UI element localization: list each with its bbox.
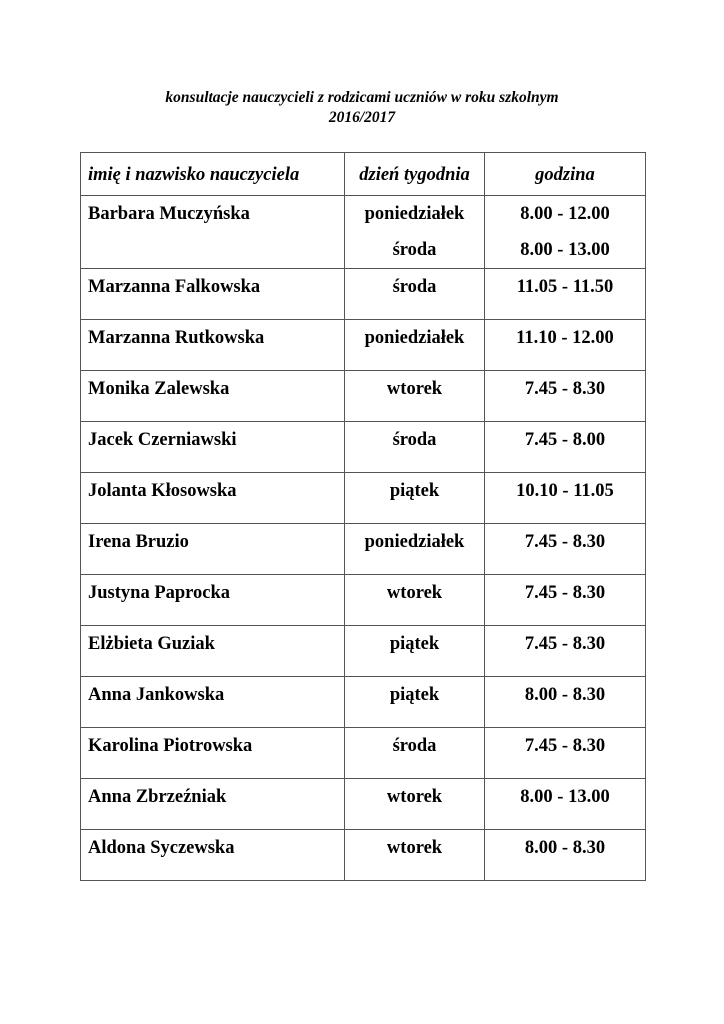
document-title-line-1: konsultacje nauczycieli z rodzicami uczniów w roku szkolnym xyxy=(165,89,559,106)
teacher-name-cell xyxy=(81,779,345,830)
hours: 7.45 - 8.30 xyxy=(524,736,606,756)
teacher-name-cell xyxy=(81,320,345,371)
teacher-name: Anna Jankowska xyxy=(88,685,225,705)
hours-cell xyxy=(485,371,646,422)
hours: 8.00 - 8.30 xyxy=(524,838,606,858)
hours: 11.05 - 11.50 xyxy=(516,277,614,297)
hours: 7.45 - 8.00 xyxy=(524,430,606,450)
table-row xyxy=(81,371,646,422)
weekday: piątek xyxy=(389,481,440,501)
hours: 7.45 - 8.30 xyxy=(524,379,606,399)
weekday: środa xyxy=(392,736,437,756)
teacher-name: Jacek Czerniawski xyxy=(88,430,237,450)
teacher-name-cell xyxy=(81,473,345,524)
teacher-name-cell xyxy=(81,422,345,473)
weekday: poniedziałek xyxy=(364,204,465,224)
teacher-name-cell xyxy=(81,830,345,881)
weekday-cell xyxy=(345,196,485,269)
weekday-cell xyxy=(345,371,485,422)
weekday: piątek xyxy=(389,634,440,654)
hours-cell xyxy=(485,196,646,269)
header-hours: godzina xyxy=(485,153,646,196)
weekday: piątek xyxy=(389,685,440,705)
weekday-cell xyxy=(345,524,485,575)
teacher-name: Karolina Piotrowska xyxy=(88,736,253,756)
hours: 7.45 - 8.30 xyxy=(524,583,606,603)
table-row xyxy=(81,728,646,779)
hours: 7.45 - 8.30 xyxy=(524,634,606,654)
weekday: środa xyxy=(392,430,437,450)
hours-cell xyxy=(485,269,646,320)
weekday: wtorek xyxy=(386,787,443,807)
hours: 10.10 - 11.05 xyxy=(516,481,614,501)
weekday: środa xyxy=(392,240,437,260)
hours-cell xyxy=(485,779,646,830)
table-row xyxy=(81,422,646,473)
hours-cell xyxy=(485,575,646,626)
weekday-cell xyxy=(345,320,485,371)
hours-cell xyxy=(485,626,646,677)
weekday: wtorek xyxy=(386,583,443,603)
table-row xyxy=(81,575,646,626)
weekday-cell xyxy=(345,677,485,728)
document-title-line-2: 2016/2017 xyxy=(328,109,396,126)
consultation-schedule-table xyxy=(80,152,646,881)
teacher-name: Monika Zalewska xyxy=(88,379,230,399)
hours-cell xyxy=(485,422,646,473)
hours: 8.00 - 13.00 xyxy=(520,787,610,807)
teacher-name: Marzanna Falkowska xyxy=(88,277,261,297)
teacher-name: Justyna Paprocka xyxy=(88,583,231,603)
weekday-cell xyxy=(345,422,485,473)
hours: 8.00 - 13.00 xyxy=(520,240,610,260)
weekday: środa xyxy=(392,277,437,297)
teacher-name: Irena Bruzio xyxy=(88,532,189,552)
hours: 7.45 - 8.30 xyxy=(524,532,606,552)
teacher-name: Marzanna Rutkowska xyxy=(88,328,265,348)
teacher-name-cell xyxy=(81,677,345,728)
hours: 8.00 - 8.30 xyxy=(524,685,606,705)
table-row xyxy=(81,269,646,320)
table-row xyxy=(81,779,646,830)
teacher-name-cell xyxy=(81,575,345,626)
table-row xyxy=(81,196,646,269)
hours: 11.10 - 12.00 xyxy=(516,328,614,348)
table-row xyxy=(81,320,646,371)
table-header-row xyxy=(81,153,646,196)
hours-cell xyxy=(485,473,646,524)
table-row xyxy=(81,830,646,881)
weekday-cell xyxy=(345,728,485,779)
header-teacher-name: imię i nazwisko nauczyciela xyxy=(81,153,345,196)
teacher-name: Jolanta Kłosowska xyxy=(88,481,237,501)
weekday-cell xyxy=(345,473,485,524)
teacher-name-cell xyxy=(81,269,345,320)
teacher-name-cell xyxy=(81,728,345,779)
teacher-name: Barbara Muczyńska xyxy=(88,204,250,224)
weekday-cell xyxy=(345,575,485,626)
hours-cell xyxy=(485,320,646,371)
weekday-cell xyxy=(345,269,485,320)
weekday-cell xyxy=(345,626,485,677)
teacher-name-cell xyxy=(81,626,345,677)
teacher-name: Anna Zbrzeźniak xyxy=(88,787,227,807)
hours-cell xyxy=(485,830,646,881)
table-row xyxy=(81,626,646,677)
weekday-cell xyxy=(345,830,485,881)
weekday: poniedziałek xyxy=(364,532,465,552)
header-weekday: dzień tygodnia xyxy=(345,153,485,196)
table-row xyxy=(81,677,646,728)
hours-cell xyxy=(485,728,646,779)
table-row xyxy=(81,524,646,575)
teacher-name-cell xyxy=(81,371,345,422)
teacher-name: Elżbieta Guziak xyxy=(88,634,215,654)
hours-cell xyxy=(485,677,646,728)
weekday-cell xyxy=(345,779,485,830)
weekday: wtorek xyxy=(386,379,443,399)
table-row xyxy=(81,473,646,524)
table-body xyxy=(81,196,646,881)
weekday: poniedziałek xyxy=(364,328,465,348)
teacher-name-cell xyxy=(81,524,345,575)
document-title xyxy=(0,88,724,128)
hours-cell xyxy=(485,524,646,575)
hours: 8.00 - 12.00 xyxy=(520,204,610,224)
teacher-name-cell xyxy=(81,196,345,269)
teacher-name: Aldona Syczewska xyxy=(88,838,235,858)
weekday: wtorek xyxy=(386,838,443,858)
